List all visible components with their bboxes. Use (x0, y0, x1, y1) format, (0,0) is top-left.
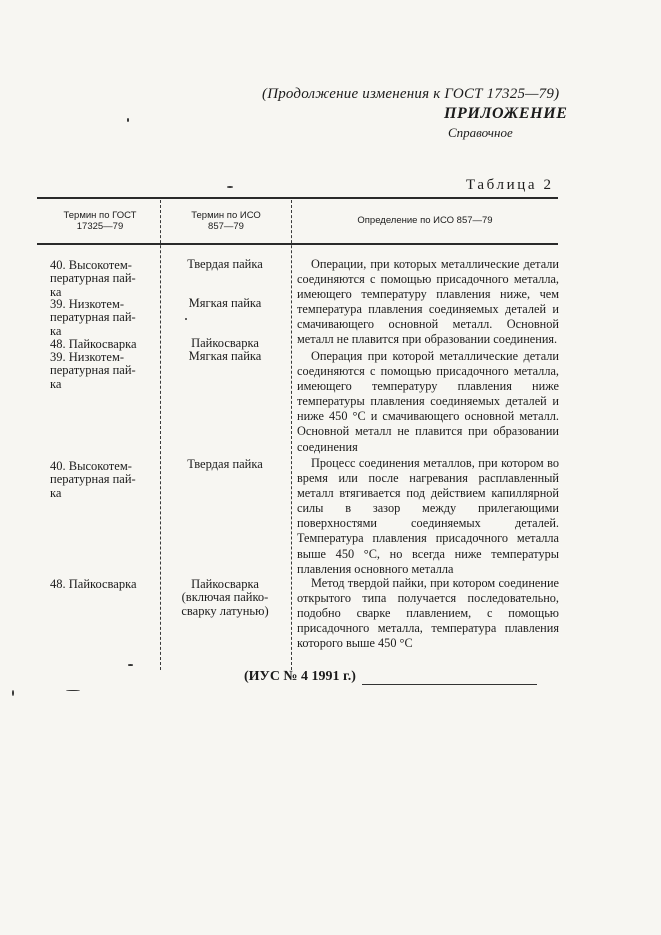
header-gost-term: Термин по ГОСТ 17325—79 (63, 210, 137, 232)
appendix-title: ПРИЛОЖЕНИЕ (444, 105, 568, 122)
issue-reference: (ИУС № 4 1991 г.) (244, 669, 356, 684)
table-row-1-definition: Операции, при которых металлические детали соединяются с помощью присадочного металла, имеющего температуру плавления ниже, чем температура плавления соединяемых деталей и смачивающего основной металл. Основной металл не плавится при образовании соединения. (297, 257, 559, 347)
column-divider-1 (160, 200, 161, 670)
table-row-5-iso-term: Твердая пайка (187, 457, 263, 471)
table-header-rule (37, 243, 558, 245)
table-row-6-definition: Метод твердой пайки, при котором соединение открытого типа получается последовательно, подобно сварке плавлением, с помощью присадочного металла, температура плавления которого выше 450 °С (297, 576, 559, 651)
table-row-2-iso-term: Мягкая пайка (188, 296, 262, 310)
scan-speck (66, 690, 80, 691)
table-row-6-gost-term: 48. Пайкосварка (50, 577, 137, 591)
scan-speck (128, 664, 133, 666)
scan-speck (127, 118, 129, 122)
header-iso-term: Термин по ИСО 857—79 (191, 210, 261, 232)
table-row-5-definition: Процесс соединения металлов, при котором во время или после нагревания расплавленный металл втягивается под действием капиллярной силы в зазор между прилегающими поверхностями соединяемых деталей. Температура плавления присадочного металла выше 450 °С, но всегда ниже температуры плавления основного металла (297, 456, 559, 576)
table-row-5-gost-term: 40. Высокотем- пературная пай- ка (50, 459, 136, 500)
continuation-note: (Продолжение изменения к ГОСТ 17325—79) (262, 86, 560, 102)
scan-speck (185, 318, 187, 320)
table-row-1-gost-term: 40. Высокотем- пературная пай- ка (50, 258, 136, 299)
table-row-4-definition: Операция при которой металлические детали соединяются с помощью присадочного металла, имеющего температуру плавления ниже температуры плавления соединяемых деталей и ниже 450 °С и смачивающего основной металл. Основной металл не плавится при образовании соединения (297, 349, 559, 454)
appendix-subtitle: Справочное (448, 125, 513, 140)
table-label: Таблица 2 (466, 177, 554, 193)
table-row-4-gost-term: 39. Низкотем- пературная пай- ка (50, 350, 136, 391)
header-iso-definition: Определение по ИСО 857—79 (357, 215, 493, 226)
table-row-2-gost-term: 39. Низкотем- пературная пай- ка (50, 297, 136, 338)
table-row-3-gost-term: 48. Пайкосварка (50, 337, 137, 351)
scan-speck (12, 690, 14, 696)
table-row-1-iso-term: Твердая пайка (187, 257, 263, 271)
footer-rule (362, 684, 537, 685)
scan-speck (227, 186, 233, 188)
table-row-3-iso-term: Пайкосварка (191, 336, 259, 350)
table-row-4-iso-term: Мягкая пайка (188, 349, 262, 363)
table-row-6-iso-term: Пайкосварка (включая пайко- сварку латунью) (181, 577, 269, 618)
table-top-rule (37, 197, 558, 199)
column-divider-2 (291, 200, 292, 670)
